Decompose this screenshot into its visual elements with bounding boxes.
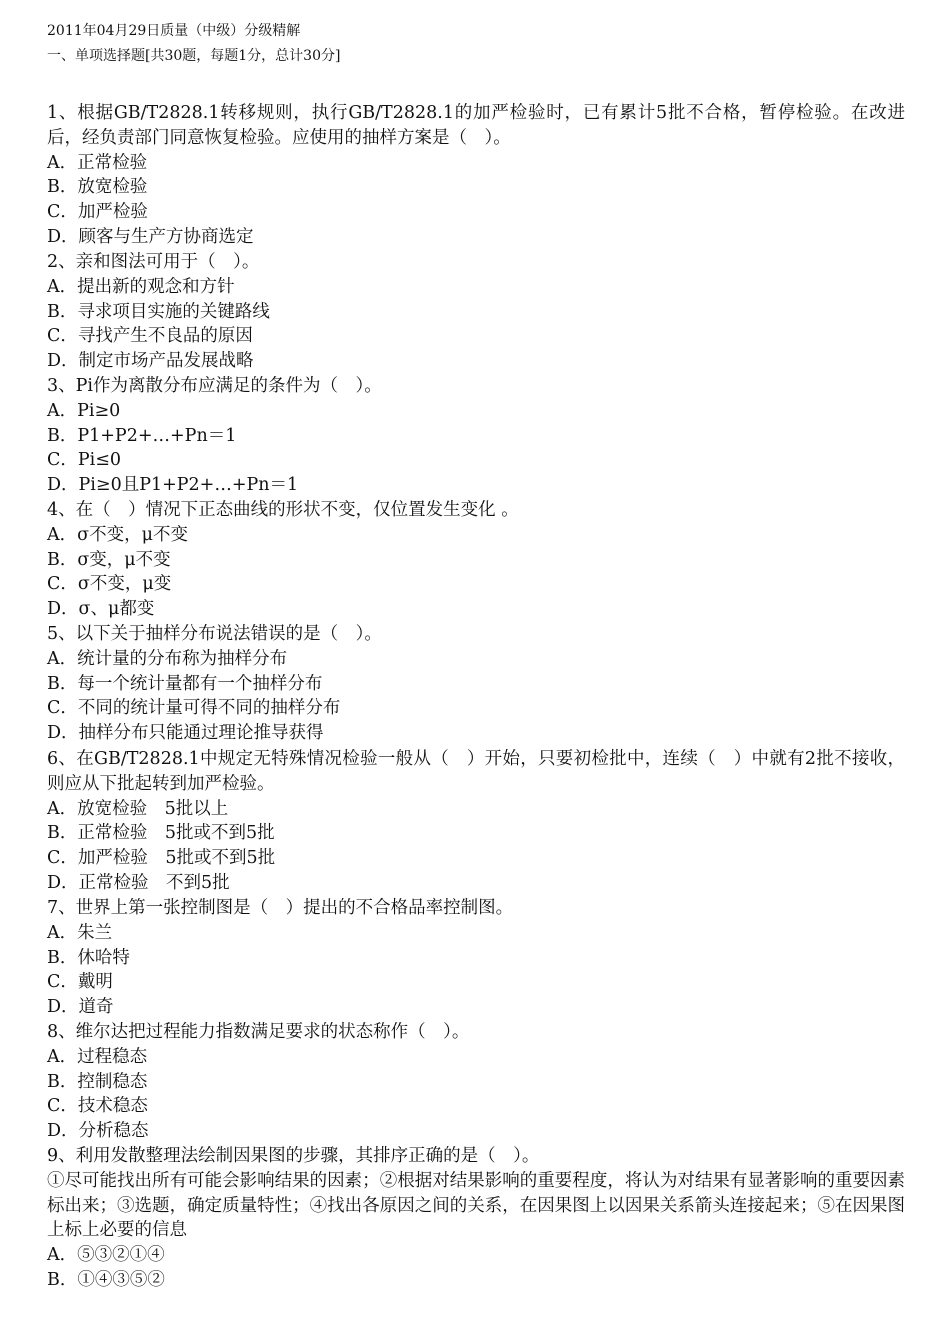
question-stem: 2、亲和图法可用于（ ）。 <box>47 252 260 272</box>
option-d: D．分析稳态 <box>47 1121 149 1142</box>
option-a: A．正常检验 <box>47 152 148 173</box>
option-b: B．①④③⑤② <box>47 1269 165 1290</box>
question-stem: 9、利用发散整理法绘制因果图的步骤，其排序正确的是（ ）。 <box>47 1146 540 1166</box>
option-a: A．⑤③②①④ <box>47 1245 165 1266</box>
option-a: A．统计量的分布称为抽样分布 <box>47 648 288 669</box>
option-a: A．朱兰 <box>47 922 113 943</box>
question-stem: 1、根据GB/T2828.1转移规则，执行GB/T2828.1的加严检验时，已有累计5批不合格，暂停检验。在改进后，经负责部门同意恢复检验。应使用的抽样方案是（ ）。 <box>47 103 905 148</box>
question-stem: 3、Pi作为离散分布应满足的条件为（ ）。 <box>47 376 382 396</box>
question-8 <box>47 1020 905 1144</box>
option-c: C．技术稳态 <box>47 1096 148 1117</box>
option-d: D．制定市场产品发展战略 <box>47 351 254 372</box>
question-stem: 4、在（ ）情况下正态曲线的形状不变，仅位置发生变化 。 <box>47 500 519 520</box>
option-b: B．放宽检验 <box>47 177 148 198</box>
option-a: A．过程稳态 <box>47 1046 148 1067</box>
question-stem: 5、以下关于抽样分布说法错误的是（ ）。 <box>47 624 382 644</box>
question-5 <box>47 622 905 746</box>
option-c: C．加严检验 5批或不到5批 <box>47 848 276 869</box>
option-a: A．σ不变，μ不变 <box>47 524 188 545</box>
option-a: A．放宽检验 5批以上 <box>47 798 229 819</box>
option-b: B．每一个统计量都有一个抽样分布 <box>47 673 323 694</box>
question-2 <box>47 250 905 374</box>
option-b: B．σ变，μ不变 <box>47 549 171 570</box>
question-stem: 7、世界上第一张控制图是（ ）提出的不合格品率控制图。 <box>47 898 514 918</box>
option-c: C．σ不变，μ变 <box>47 574 172 595</box>
option-b: B．休哈特 <box>47 947 130 968</box>
option-d: D．道奇 <box>47 997 114 1018</box>
option-b: B．正常检验 5批或不到5批 <box>47 823 275 844</box>
option-d: D．Pi≥0且P1+P2+…+Pn＝1 <box>47 475 299 496</box>
question-4 <box>47 498 905 622</box>
option-c: C．寻找产生不良品的原因 <box>47 326 253 347</box>
question-6 <box>47 747 905 896</box>
option-b: B．P1+P2+…+Pn＝1 <box>47 425 237 446</box>
document-title: 2011年04月29日质量（中级）分级精解 <box>47 23 301 39</box>
option-d: D．顾客与生产方协商选定 <box>47 226 254 247</box>
question-body: ①尽可能找出所有可能会影响结果的因素；②根据对结果影响的重要程度，将认为对结果有显著影响的重要因素标出来；③选题，确定质量特性；④找出各原因之间的关系，在因果图上以因果关系箭头连接起来；⑤在因果图上标上必要的信息 <box>47 1170 905 1241</box>
question-stem: 6、在GB/T2828.1中规定无特殊情况检验一般从（ ）开始，只要初检批中，连续（ ）中就有2批不接收，则应从下批起转到加严检验。 <box>47 749 905 794</box>
question-1 <box>47 101 905 250</box>
option-a: A．Pi≥0 <box>47 400 121 421</box>
option-b: B．寻求项目实施的关键路线 <box>47 301 270 322</box>
question-stem: 8、维尔达把过程能力指数满足要求的状态称作（ ）。 <box>47 1022 470 1042</box>
option-b: B．控制稳态 <box>47 1071 148 1092</box>
option-d: D．σ、μ都变 <box>47 599 155 620</box>
option-c: C．Pi≤0 <box>47 450 122 471</box>
question-3 <box>47 374 905 498</box>
option-c: C．不同的统计量可得不同的抽样分布 <box>47 698 341 719</box>
question-9 <box>47 1144 905 1293</box>
option-c: C．戴明 <box>47 972 113 993</box>
section-heading: 一、单项选择题[共30题，每题1分，总计30分] <box>47 48 341 64</box>
option-a: A．提出新的观念和方针 <box>47 276 235 297</box>
option-d: D．抽样分布只能通过理论推导获得 <box>47 723 324 744</box>
option-d: D．正常检验 不到5批 <box>47 872 230 893</box>
question-7 <box>47 896 905 1020</box>
option-c: C．加严检验 <box>47 202 148 223</box>
